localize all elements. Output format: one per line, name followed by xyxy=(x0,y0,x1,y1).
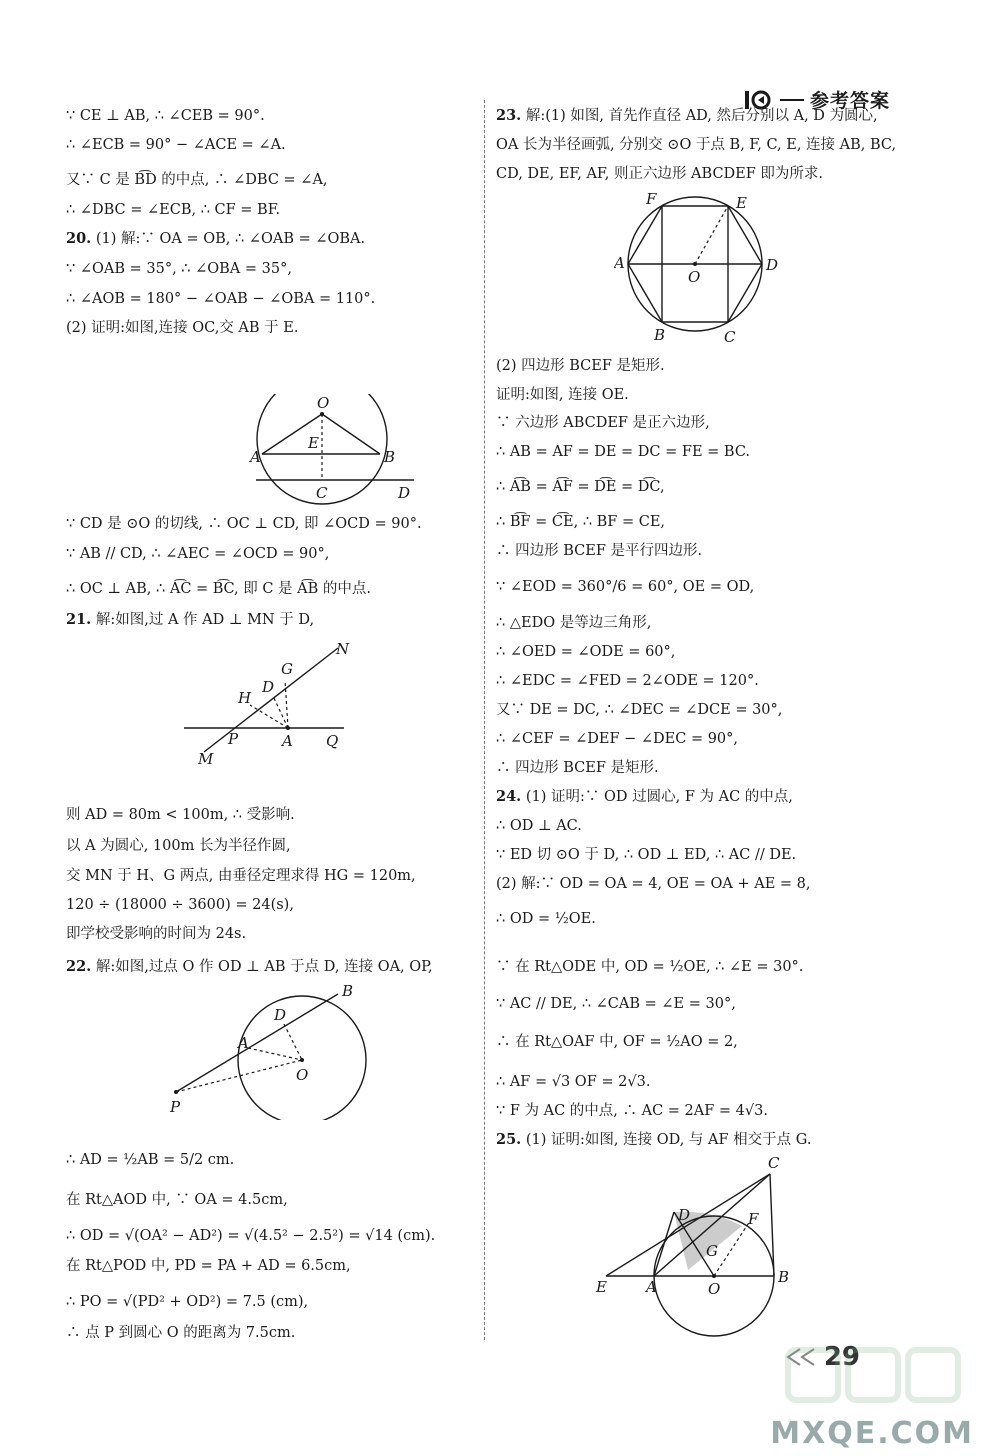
q24-line-4: (2) 解:∵ OD = OA = 4, OE = OA + AE = 8, xyxy=(496,876,811,892)
q23-part2-3: ∵ 六边形 ABCDEF 是正六边形, xyxy=(496,415,710,431)
q25-block xyxy=(496,1131,811,1149)
q21-after-5: 即学校受影响的时间为 24s. xyxy=(66,926,247,942)
figure-q23 xyxy=(614,190,794,350)
q22-after-1: ∴ AD = ½AB = 5/2 cm. xyxy=(66,1152,235,1168)
q23-part2-10: ∴ ∠OED = ∠ODE = 60°, xyxy=(496,644,676,660)
q20-block xyxy=(66,230,365,248)
watermark-text: MXQE.COM xyxy=(770,1416,974,1451)
fig25-label-a: A xyxy=(646,1278,657,1296)
q23-part2-2: 证明:如图, 连接 OE. xyxy=(496,387,629,403)
q20-after-2: ∵ AB // CD, ∴ ∠AEC = ∠OCD = 90°, xyxy=(66,546,330,562)
q21-after-3: 交 MN 于 H、G 两点, 由垂径定理求得 HG = 120m, xyxy=(66,868,416,884)
fig20-label-c: C xyxy=(316,484,328,502)
fig25-label-d: D xyxy=(678,1206,691,1224)
header-rule xyxy=(780,99,804,101)
q23-block xyxy=(496,107,878,125)
fig21-label-m: M xyxy=(198,750,214,768)
q22-number: 22. xyxy=(66,958,92,975)
fig20-label-d: D xyxy=(398,484,411,502)
q24-line-9: ∴ AF = √3 OF = 2√3. xyxy=(496,1074,651,1090)
q20-line-1: (1) 解:∵ OA = OB, ∴ ∠OAB = ∠OBA. xyxy=(95,231,366,247)
fig20-label-e: E xyxy=(308,434,319,452)
q24-line-8: ∴ 在 Rt△OAF 中, OF = ½AO = 2, xyxy=(496,1034,738,1050)
fig25-label-f: F xyxy=(748,1210,759,1228)
figure-q20-drawing xyxy=(246,394,421,506)
q23-part2-5: ∴ A͡B = A͡F = D͡E = D͡C, xyxy=(496,479,665,495)
q23-part2-14: ∴ 四边形 BCEF 是矩形. xyxy=(496,760,659,776)
q23-part2-11: ∴ ∠EDC = ∠FED = 2∠ODE = 120°. xyxy=(496,673,759,689)
q23-intro-3: CD, DE, EF, AF, 则正六边形 ABCDEF 即为所求. xyxy=(496,166,824,182)
q23-part2-6: ∴ B͡F = C͡E, ∴ BF = CE, xyxy=(496,514,666,530)
fig23-label-a: A xyxy=(614,254,625,272)
fig21-label-n: N xyxy=(336,640,350,658)
q21-number: 21. xyxy=(66,611,92,628)
fig22-label-a: A xyxy=(238,1034,249,1052)
fig25-label-b: B xyxy=(778,1268,790,1286)
q22-after-4: 在 Rt△POD 中, PD = PA + AD = 6.5cm, xyxy=(66,1258,351,1274)
q21-after-4: 120 ÷ (18000 ÷ 3600) = 24(s), xyxy=(66,897,294,913)
q23-number: 23. xyxy=(496,107,522,124)
fig21-label-p: P xyxy=(228,730,239,748)
figure-q21 xyxy=(178,640,408,770)
fig21-label-g: G xyxy=(281,660,293,678)
fig20-label-a: A xyxy=(250,448,261,466)
column-divider xyxy=(484,100,485,1340)
fig21-label-h: H xyxy=(238,689,252,707)
q23-part2-12: 又∵ DE = DC, ∴ ∠DEC = ∠DCE = 30°, xyxy=(496,702,783,718)
q22-after-6: ∴ 点 P 到圆心 O 的距离为 7.5cm. xyxy=(66,1325,296,1341)
q19-line-1: ∵ CE ⊥ AB, ∴ ∠CEB = 90°. xyxy=(66,108,265,124)
header-title: 参考答案 xyxy=(809,90,890,112)
fig23-label-b: B xyxy=(654,326,666,344)
q25-number: 25. xyxy=(496,1131,522,1148)
fig22-label-d: D xyxy=(274,1006,287,1024)
q23-part2-8: ∵ ∠EOD = 360°/6 = 60°, OE = OD, xyxy=(496,579,755,595)
q23-part2-1: (2) 四边形 BCEF 是矩形. xyxy=(496,358,665,374)
fig22-label-p: P xyxy=(170,1098,181,1116)
figure-q22 xyxy=(166,982,416,1120)
fig20-label-o: O xyxy=(317,394,330,412)
fig20-label-b: B xyxy=(384,448,396,466)
q24-line-10: ∵ F 为 AC 的中点, ∴ AC = 2AF = 4√3. xyxy=(496,1103,768,1119)
fig23-label-c: C xyxy=(724,328,736,346)
q21-after-2: 以 A 为圆心, 100m 长为半径作圆, xyxy=(66,838,291,854)
q23-part2-7: ∴ 四边形 BCEF 是平行四边形. xyxy=(496,543,703,559)
q25-first: (1) 证明:如图, 连接 OD, 与 AF 相交于点 G. xyxy=(525,1132,812,1148)
q24-number: 24. xyxy=(496,788,522,805)
q24-block xyxy=(496,788,793,806)
q24-line-6: ∵ 在 Rt△ODE 中, OD = ½OE, ∴ ∠E = 30°. xyxy=(496,959,804,975)
q23-part2-4: ∴ AB = AF = DE = DC = FE = BC. xyxy=(496,444,751,460)
fig25-label-g: G xyxy=(706,1242,718,1260)
q24-line-1: (1) 证明:∵ OD 过圆心, F 为 AC 的中点, xyxy=(525,789,793,805)
q23-intro-2: OA 长为半径画弧, 分别交 ⊙O 于点 B, F, C, E, 连接 AB, BC, xyxy=(496,137,897,153)
q20-after-3: ∴ OC ⊥ AB, ∴ A͡C = B͡C, 即 C 是 A͡B 的中点. xyxy=(66,581,372,597)
fig22-label-b: B xyxy=(342,982,354,1000)
q23-intro-1: 解:(1) 如图, 首先作直径 AD, 然后分别以 A, D 为圆心, xyxy=(525,108,878,124)
fig21-label-d: D xyxy=(262,678,275,696)
figure-q25 xyxy=(592,1152,802,1342)
q24-line-2: ∴ OD ⊥ AC. xyxy=(496,818,582,834)
q24-line-7: ∵ AC // DE, ∴ ∠CAB = ∠E = 30°, xyxy=(496,996,736,1012)
q22-after-2: 在 Rt△AOD 中, ∵ OA = 4.5cm, xyxy=(66,1192,288,1208)
fig25-label-e: E xyxy=(596,1278,607,1296)
q21-first: 解:如图,过 A 作 AD ⊥ MN 于 D, xyxy=(95,612,315,628)
q23-part2-9: ∴ △EDO 是等边三角形, xyxy=(496,615,652,631)
q20-line-2: ∵ ∠OAB = 35°, ∴ ∠OBA = 35°, xyxy=(66,261,292,277)
q24-line-5: ∴ OD = ½OE. xyxy=(496,911,596,927)
q22-after-5: ∴ PO = √(PD² + OD²) = 7.5 (cm), xyxy=(66,1294,309,1310)
q22-block xyxy=(66,958,433,976)
q19-line-4: ∴ ∠DBC = ∠ECB, ∴ CF = BF. xyxy=(66,202,281,218)
fig25-label-c: C xyxy=(768,1154,780,1172)
fig23-label-o: O xyxy=(688,268,701,286)
q19-line-3: 又∵ C 是 B͡D 的中点, ∴ ∠DBC = ∠A, xyxy=(66,172,328,188)
q21-after-1: 则 AD = 80m < 100m, ∴ 受影响. xyxy=(66,807,295,823)
q19-line-2: ∴ ∠ECB = 90° − ∠ACE = ∠A. xyxy=(66,137,286,153)
q23-part2-13: ∴ ∠CEF = ∠DEF − ∠DEC = 90°, xyxy=(496,731,739,747)
page-number-value: 29 xyxy=(823,1342,860,1372)
fig22-label-o: O xyxy=(296,1066,309,1084)
q22-first: 解:如图,过点 O 作 OD ⊥ AB 于点 D, 连接 OA, OP, xyxy=(95,959,433,975)
q20-after-1: ∵ CD 是 ⊙O 的切线, ∴ OC ⊥ CD, 即 ∠OCD = 90°. xyxy=(66,516,422,532)
q20-line-3: ∴ ∠AOB = 180° − ∠OAB − ∠OBA = 110°. xyxy=(66,291,376,307)
fig23-label-f: F xyxy=(646,190,657,208)
fig25-label-o: O xyxy=(708,1280,721,1298)
q24-line-3: ∵ ED 切 ⊙O 于 D, ∴ OD ⊥ ED, ∴ AC // DE. xyxy=(496,847,797,863)
fig21-label-a: A xyxy=(282,732,293,750)
q22-after-3: ∴ OD = √(OA² − AD²) = √(4.5² − 2.5²) = √14 (cm). xyxy=(66,1228,436,1244)
q21-block xyxy=(66,611,314,629)
q20-number: 20. xyxy=(66,230,92,247)
fig21-label-q: Q xyxy=(326,732,339,750)
fig23-label-e: E xyxy=(736,194,747,212)
q20-line-4: (2) 证明:如图,连接 OC,交 AB 于 E. xyxy=(66,320,299,336)
fig23-label-d: D xyxy=(766,256,779,274)
